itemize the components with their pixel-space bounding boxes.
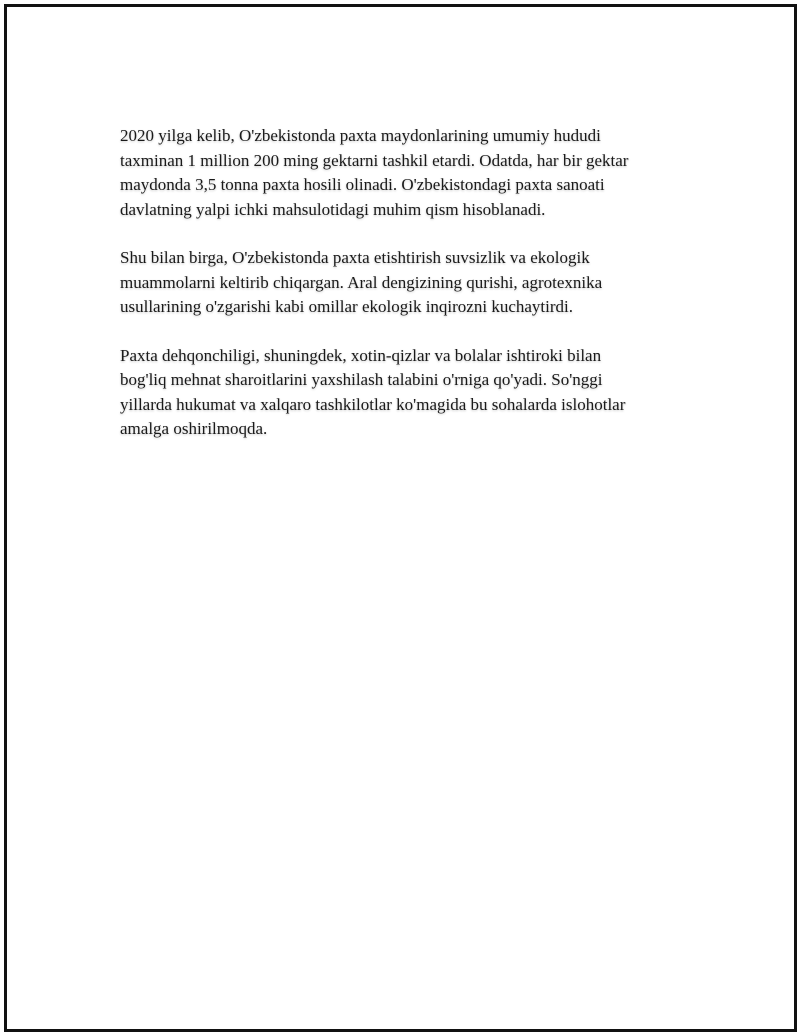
text-line: usullarining o'zgarishi kabi omillar ekologik inqirozni kuchaytirdi. [120, 297, 573, 316]
text-line: davlatning yalpi ichki mahsulotidagi muhim qism hisoblanadi. [120, 199, 546, 219]
paragraph-3 [120, 344, 680, 442]
text-line: maydonda 3,5 tonna paxta hosili olinadi. O'zbekistondagi paxta sanoati [120, 175, 605, 194]
text-line: taxminan 1 million 200 ming gektarni tashkil etardi. Odatda, har bir gektar [120, 150, 629, 170]
text-line: yillarda hukumat va xalqaro tashkilotlar ko'magida bu sohalarda islohotlar [120, 394, 626, 414]
text-line: 2020 yilga kelib, O'zbekistonda paxta maydonlarining umumiy hududi [120, 126, 601, 145]
paragraph-2 [120, 246, 680, 320]
text-line: amalga oshirilmoqda. [120, 419, 268, 438]
text-line: Paxta dehqonchiligi, shuningdek, xotin-qizlar va bolalar ishtiroki bilan [120, 345, 602, 365]
text-line: bog'liq mehnat sharoitlarini yaxshilash talabini o'rniga qo'yadi. So'nggi [120, 370, 603, 389]
paragraph-1 [120, 124, 680, 222]
document-body [120, 124, 680, 466]
text-line: Shu bilan birga, O'zbekistonda paxta etishtirish suvsizlik va ekologik [120, 248, 590, 267]
text-line: muammolarni keltirib chiqargan. Aral dengizining qurishi, agrotexnika [120, 272, 603, 292]
page-frame [4, 4, 797, 1032]
